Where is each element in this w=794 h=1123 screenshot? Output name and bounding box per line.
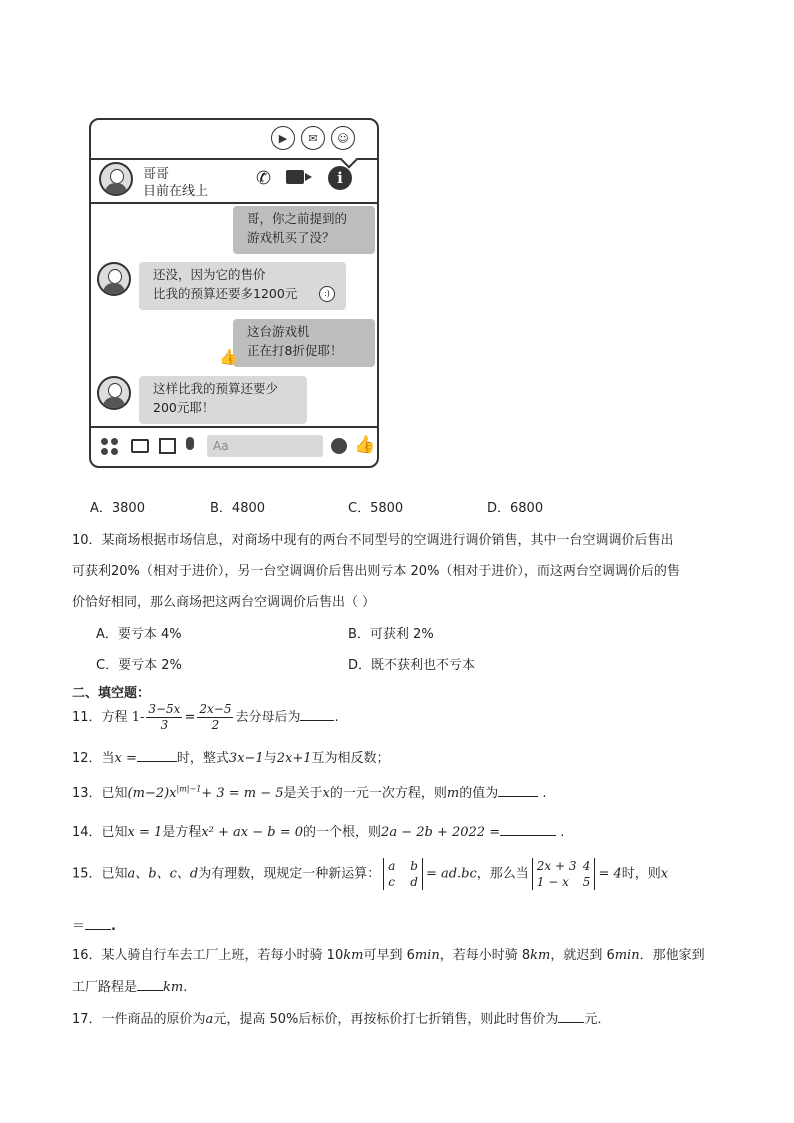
phone-call-icon: ✆ xyxy=(256,168,272,189)
profile-avatar-icon: ☺ xyxy=(331,126,355,150)
chat-phone-mockup xyxy=(89,118,379,468)
chat-message-received: 还没，因为它的售价 比我的预算还要多1200元 xyxy=(139,262,346,310)
q10-option-a: A．要亏本 4% xyxy=(96,627,182,642)
apps-grid-icon xyxy=(101,438,119,456)
contact-avatar xyxy=(99,162,133,196)
question-12: 12．当x = 时，整式3x−1与2x+1互为相反数； xyxy=(72,751,390,766)
question-11: 11．方程 1- $\frac{3-5x}{3}$ = $\frac{2x-5}{2}$ 去分母后为 . xyxy=(72,702,339,732)
question-13: 13．已知$(m-2)x^{|m|-1}+ 3 = m - 5$是关于x的一元一次方程，则m的值为 . xyxy=(72,784,547,801)
compose-bar xyxy=(91,426,377,466)
contact-avatar xyxy=(97,262,131,296)
q10-option-d: D．既不获利也不亏本 xyxy=(348,658,476,673)
message-input: Aa xyxy=(207,435,323,457)
q10-option-c: C．要亏本 2% xyxy=(96,658,182,673)
determinant-equation: 2x + 3 4 1 − x 5 xyxy=(532,858,596,890)
thumbs-up-icon: 👍 xyxy=(219,348,238,366)
chat-message-sent: 这台游戏机 正在打8折促耶！ xyxy=(233,319,375,367)
q9-option-d: D．6800 xyxy=(487,501,544,516)
contact-header xyxy=(91,158,377,204)
contact-status: 目前在线上 xyxy=(143,184,209,199)
question-16: 16．某人骑自行车去工厂上班，若每小时骑 10km可早到 6min，若每小时骑 8km，就迟到 6min．那他家到 xyxy=(72,948,705,963)
q10-option-b: B．可获利 2% xyxy=(348,627,434,642)
q9-option-a: A．3800 xyxy=(90,501,145,516)
image-icon xyxy=(159,438,176,454)
determinant-definition: a b c d xyxy=(383,858,423,890)
question-17: 17．一件商品的原价为a元，提高 50%后标价，再按标价打七折销售，则此时售价为 元． xyxy=(72,1012,611,1027)
question-14: 14．已知x = 1是方程x² + ax − b = 0的一个根，则2a − 2b + 2022 = . xyxy=(72,825,565,840)
smile-emoji-icon: :) xyxy=(319,286,335,302)
video-call-icon xyxy=(286,170,304,184)
contact-name: 哥哥 xyxy=(143,167,170,182)
chat-message-received: 这样比我的预算还要少 200元耶！ xyxy=(139,376,307,424)
thumbs-up-icon: 👍 xyxy=(354,435,376,455)
q9-option-c: C．5800 xyxy=(348,501,404,516)
emoji-icon xyxy=(331,438,347,454)
question-15: 15．已知a、b、c、d为有理数，现规定一种新运算： a b c d = ad.bc，那么当 2x + 3 4 1 − x 5 = 4时，则x xyxy=(72,859,669,889)
q10-line-3: 价恰好相同，那么商场把这两台空调调价后售出（ ） xyxy=(72,595,376,610)
camera-icon xyxy=(131,439,149,453)
info-icon: i xyxy=(328,166,352,190)
messenger-icon: ✉ xyxy=(301,126,325,150)
chat-message-sent: 哥，你之前提到的 游戏机买了没？ xyxy=(233,206,375,254)
question-16-line-2: 工厂路程是 km. xyxy=(72,980,188,995)
play-icon: ▶ xyxy=(271,126,295,150)
q10-line-2: 可获利20%（相对于进价），另一台空调调价后售出则亏本 20%（相对于进价），而这两台空调调价后的售 xyxy=(72,564,680,579)
q10-line-1: 10．某商场根据市场信息，对商场中现有的两台不同型号的空调进行调价销售，其中一台空调调价后售出 xyxy=(72,533,674,548)
phone-top-bar xyxy=(91,120,377,160)
section-heading-fill-blank: 二、填空题： xyxy=(72,686,151,701)
microphone-icon xyxy=(186,437,194,450)
q9-option-b: B．4800 xyxy=(210,501,266,516)
question-15-line-2: ＝ . xyxy=(72,919,116,934)
contact-avatar xyxy=(97,376,131,410)
